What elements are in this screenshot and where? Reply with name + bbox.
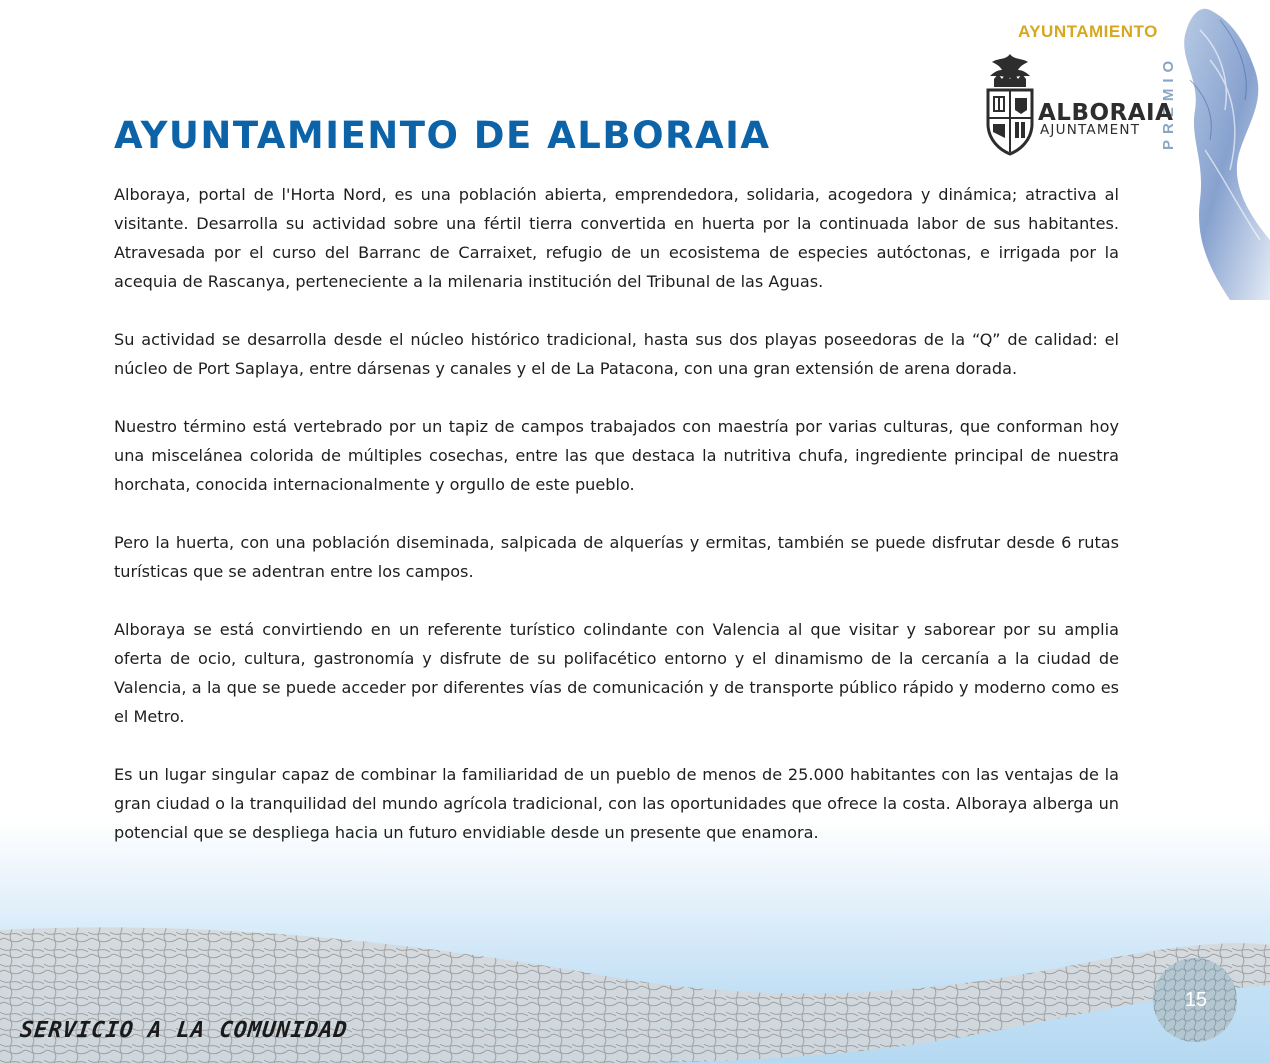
- sculpture-decoration: [1170, 0, 1270, 300]
- paragraph: Alboraya se está convirtiendo en un referente turístico colindante con Valencia al que visitar y saborear por su amplia oferta de ocio, cultura, gastronomía y disfrute de su polifacético entorno y el dinamismo de la cercanía a la ciudad de Valencia, a la que se puede acceder por diferentes vías de comunicación y de transporte público rápido y moderno como es el Metro.: [114, 620, 1119, 726]
- page-title: AYUNTAMIENTO DE ALBORAIA: [114, 114, 771, 157]
- header-tag: AYUNTAMIENTO: [1018, 22, 1158, 41]
- section-label: SERVICIO A LA COMUNIDAD: [18, 1018, 349, 1043]
- logo-subtitle: AJUNTAMENT: [1040, 122, 1141, 138]
- paragraph: Alboraya, portal de l'Horta Nord, es una población abierta, emprendedora, solidaria, acogedora y dinámica; atractiva al visitante. Desarrolla su actividad sobre una fértil tierra convertida en huerta por la continuada labor de sus habitantes. Atravesada por el curso del Barranc de Carraixet, refugio de un ecosistema de especies autóctonas, e irrigada por la acequia de Rascanya, perteneciente a la milenaria institución del Tribunal de las Aguas.: [114, 185, 1119, 291]
- coat-of-arms-icon: [982, 52, 1038, 157]
- logo-name: ALBORAIA: [1038, 100, 1174, 126]
- premio-label: PREMIO: [1160, 54, 1177, 150]
- paragraph: Pero la huerta, con una población diseminada, salpicada de alquerías y ermitas, también se puede disfrutar desde 6 rutas turísticas que se adentran entre los campos.: [114, 533, 1119, 581]
- paragraph: Su actividad se desarrolla desde el núcleo histórico tradicional, hasta sus dos playas poseedoras de la “Q” de calidad: el núcleo de Port Saplaya, entre dársenas y canales y el de La Patacona, con una gran extensión de arena dorada.: [114, 330, 1119, 378]
- paragraph: Es un lugar singular capaz de combinar la familiaridad de un pueblo de menos de 25.000 habitantes con las ventajas de la gran ciudad o la tranquilidad del mundo agrícola tradicional, con las oportunidades que ofrece la costa. Alboraya alberga un potencial que se despliega hacia un futuro envidiable desde un presente que enamora.: [114, 765, 1119, 842]
- body-text: [114, 180, 1119, 876]
- paragraph: Nuestro término está vertebrado por un tapiz de campos trabajados con maestría por varias culturas, que conforman hoy una miscelánea colorida de múltiples cosechas, entre las que destaca la nutritiva chufa, ingrediente principal de nuestra horchata, conocida internacionalmente y orgullo de este pueblo.: [114, 417, 1119, 494]
- page-number: 15: [1184, 989, 1208, 1011]
